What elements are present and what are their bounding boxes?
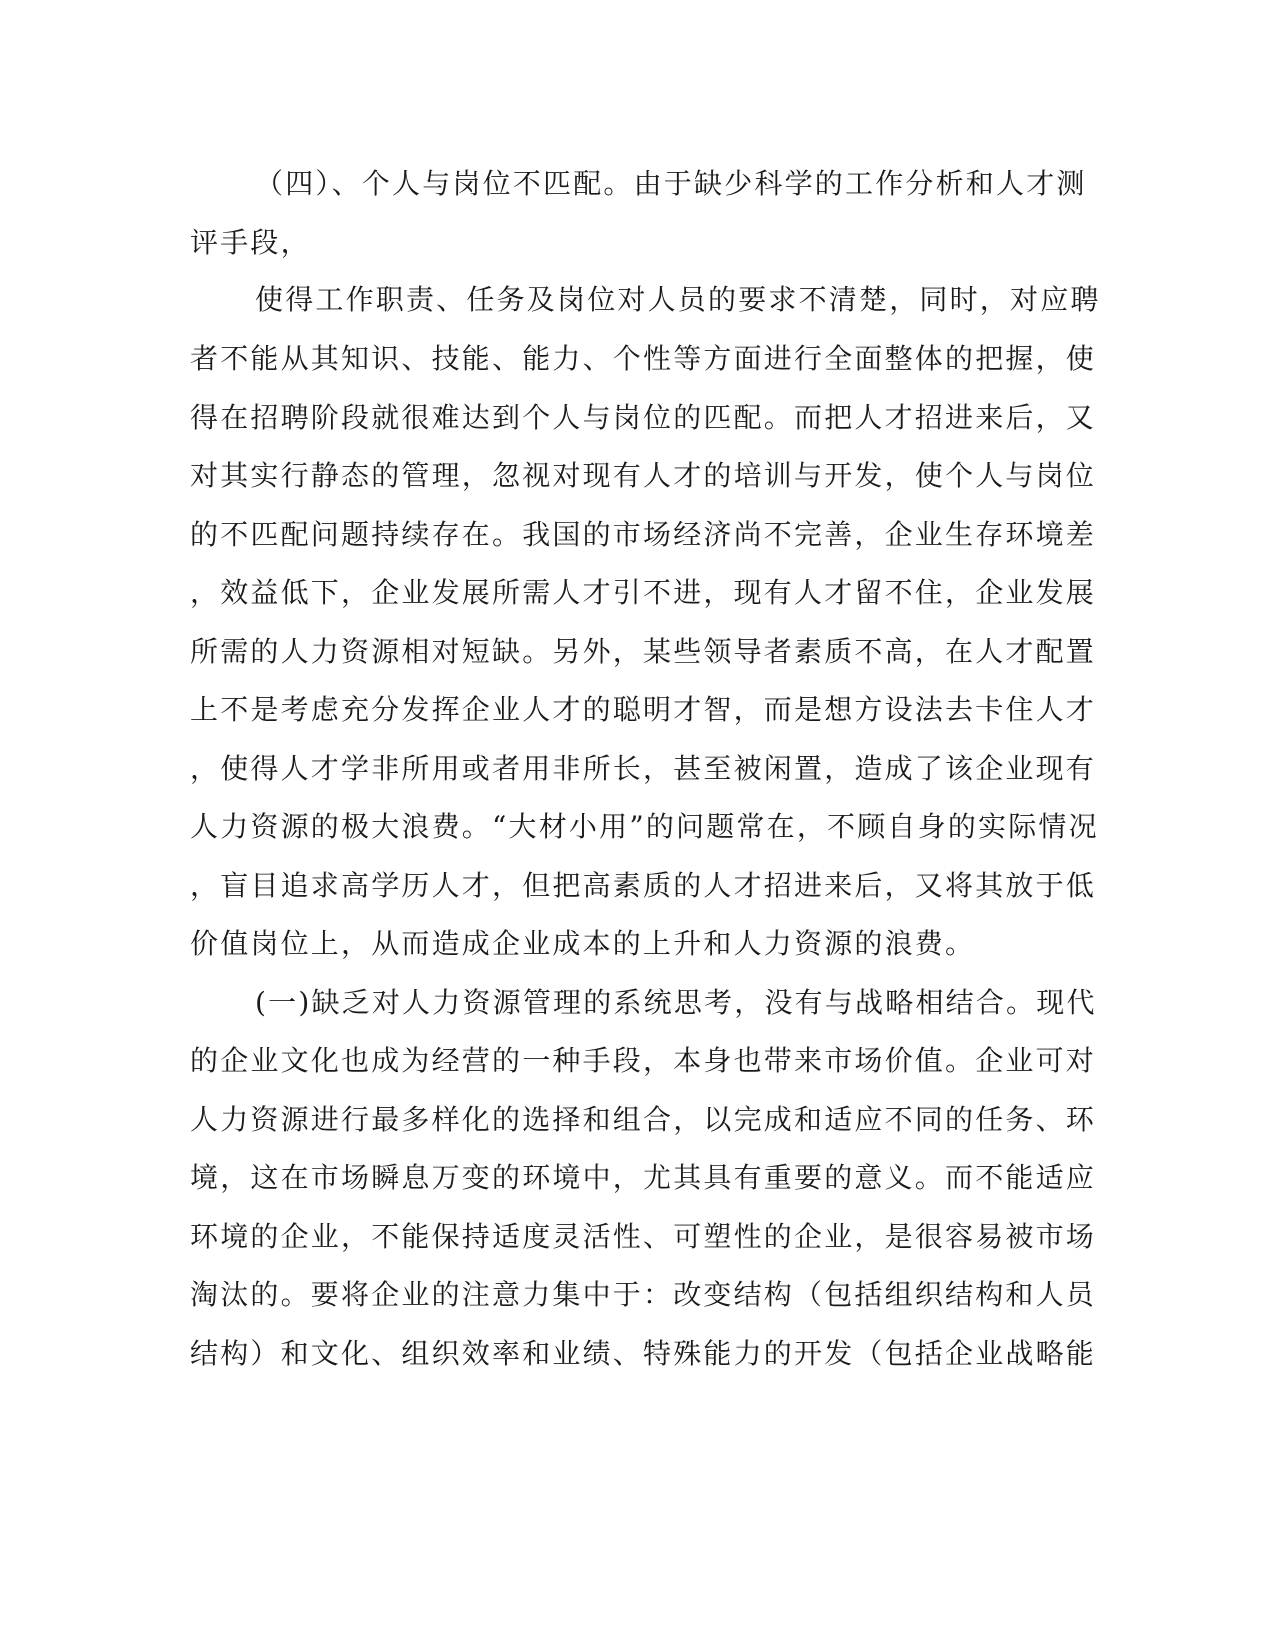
paragraph-1-line-5: 环境的企业，不能保持适度灵活性、可塑性的企业，是很容易被市场 — [190, 1220, 1097, 1253]
paragraph-body-line-10: 人力资源的极大浪费。“大材小用”的问题常在，不顾自身的实际情况 — [190, 810, 1099, 843]
paragraph-1-line-4: 境，这在市场瞬息万变的环境中，尤其具有重要的意义。而不能适应 — [190, 1161, 1097, 1194]
paragraph-body-line-11: ，盲目追求高学历人才，但把高素质的人才招进来后，又将其放于低 — [190, 869, 1097, 902]
paragraph-1-line-6: 淘汰的。要将企业的注意力集中于：改变结构（包括组织结构和人员 — [190, 1278, 1097, 1311]
paragraph-1-line-3: 人力资源进行最多样化的选择和组合，以完成和适应不同的任务、环 — [190, 1103, 1097, 1136]
paragraph-body-line-7: 所需的人力资源相对短缺。另外，某些领导者素质不高，在人才配置 — [190, 635, 1097, 668]
paragraph-1-line-1: (一)缺乏对人力资源管理的系统思考，没有与战略相结合。现代 — [255, 986, 1097, 1019]
paragraph-body-line-9: ，使得人才学非所用或者用非所长，甚至被闲置，造成了该企业现有 — [190, 752, 1097, 785]
paragraph-4-line-2: 评手段， — [190, 226, 311, 259]
paragraph-body-line-12: 价值岗位上，从而造成企业成本的上升和人力资源的浪费。 — [190, 927, 976, 960]
paragraph-4-line-1: （四）、个人与岗位不匹配。由于缺少科学的工作分析和人才测 — [255, 167, 1087, 200]
paragraph-body-line-5: 的不匹配问题持续存在。我国的市场经济尚不完善，企业生存环境差 — [190, 518, 1097, 551]
paragraph-body-line-2: 者不能从其知识、技能、能力、个性等方面进行全面整体的把握，使 — [190, 342, 1097, 375]
paragraph-body-line-3: 得在招聘阶段就很难达到个人与岗位的匹配。而把人才招进来后，又 — [190, 401, 1097, 434]
paragraph-body-line-4: 对其实行静态的管理，忽视对现有人才的培训与开发，使个人与岗位 — [190, 459, 1097, 492]
paragraph-body-line-6: ，效益低下，企业发展所需人才引不进，现有人才留不住，企业发展 — [190, 576, 1097, 609]
paragraph-body-line-1: 使得工作职责、任务及岗位对人员的要求不清楚，同时，对应聘 — [255, 283, 1101, 316]
paragraph-1-line-7: 结构）和文化、组织效率和业绩、特殊能力的开发（包括企业战略能 — [190, 1337, 1097, 1370]
paragraph-body-line-8: 上不是考虑充分发挥企业人才的聪明才智，而是想方设法去卡住人才 — [190, 693, 1097, 726]
paragraph-1-line-2: 的企业文化也成为经营的一种手段，本身也带来市场价值。企业可对 — [190, 1044, 1097, 1077]
